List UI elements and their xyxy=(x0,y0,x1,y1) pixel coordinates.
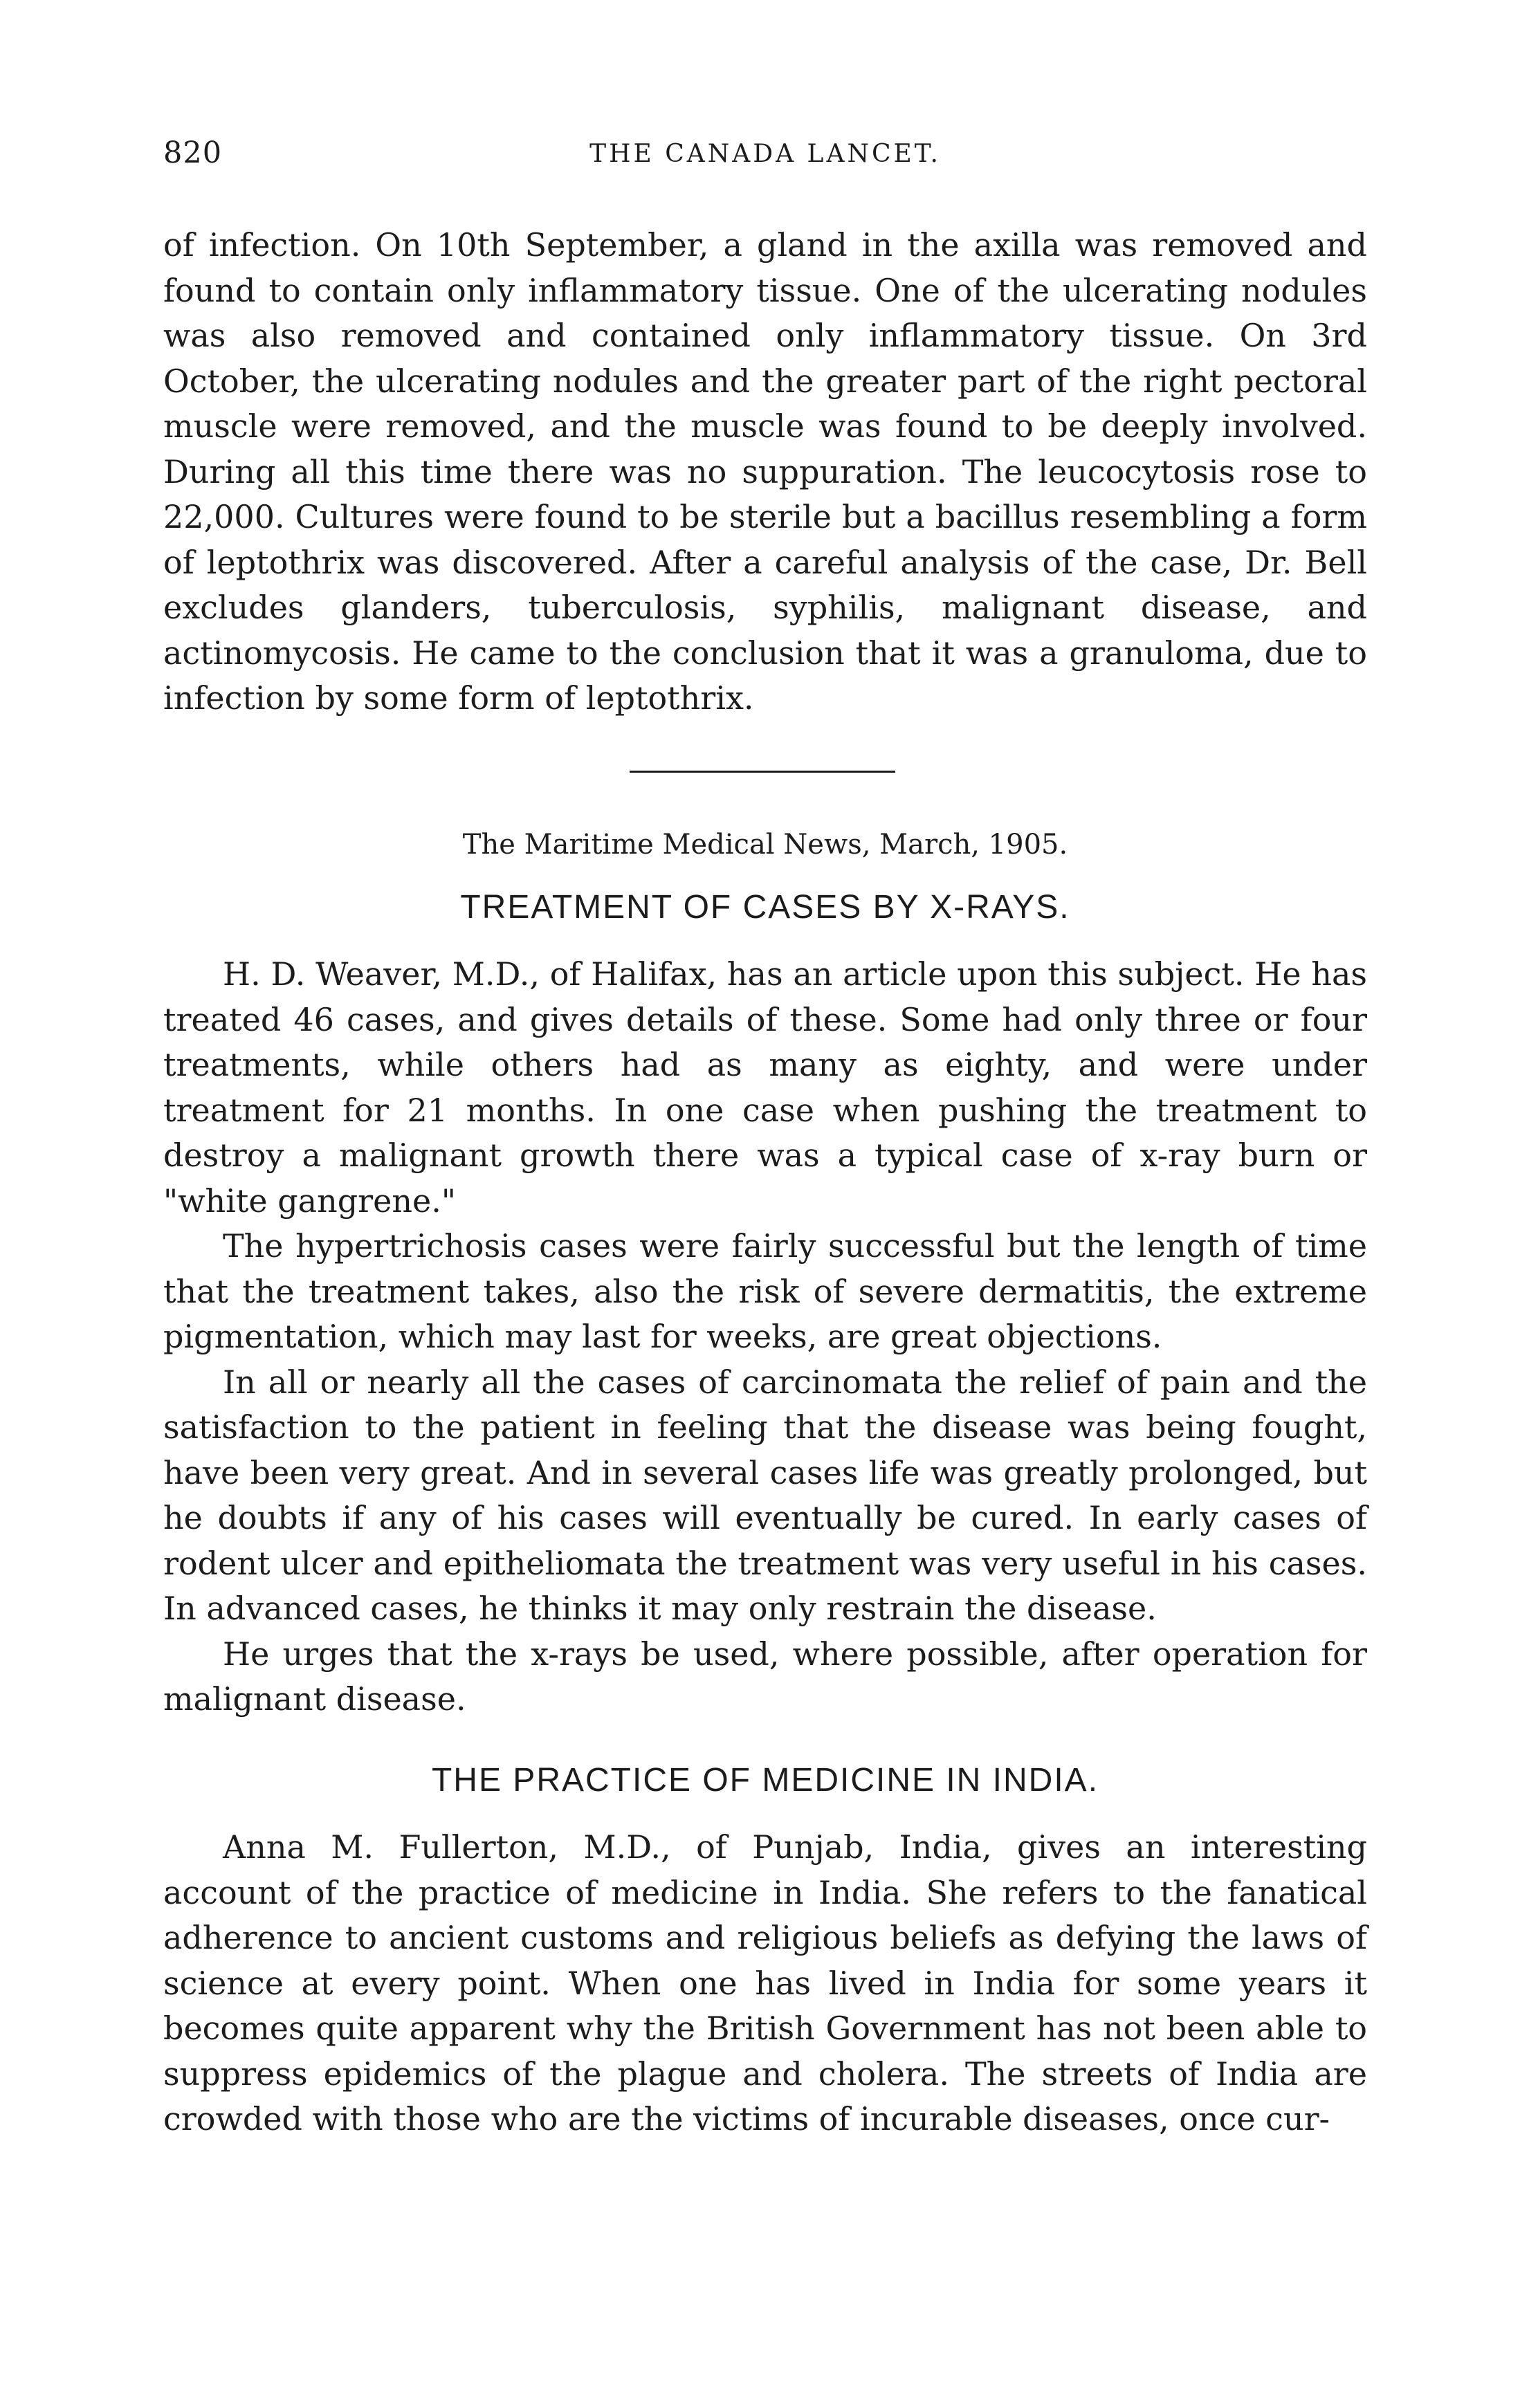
india-paragraph-1: Anna M. Fullerton, M.D., of Punjab, India, gives an interesting account of the practice of medicine in India. She refers to the fanatical adherence to ancient customs and religious beliefs as defying the laws of science at every point. When one has lived in India for some years it becomes quite apparent why the British Government has not been able to suppress epidemics of the plague and cholera. The streets of India are crowded with those who are the victims of incurable diseases, once cur- xyxy=(163,1828,1367,2138)
page-header xyxy=(163,136,1367,177)
page-number: 820 xyxy=(163,136,223,170)
running-head: THE CANADA LANCET. xyxy=(589,140,941,168)
xray-paragraph-2: The hypertrichosis cases were fairly successful but the length of time that the treatment takes, also the risk of severe dermatitis, the extreme pigmentation, which may last for weeks, are great objections. xyxy=(163,1227,1367,1355)
continuation-block xyxy=(163,223,1367,722)
xray-article-body xyxy=(163,952,1367,1722)
xray-paragraph-4: He urges that the x-rays be used, where possible, after operation for malignant disease. xyxy=(163,1635,1367,1718)
article-title-india: THE PRACTICE OF MEDICINE IN INDIA. xyxy=(431,1762,1099,1799)
continuation-paragraph: of infection. On 10th September, a gland in the axilla was removed and found to contain only inflammatory tissue. One of the ulcerating nodules was also removed and contained only inflammatory tissue. On 3rd October, the ulcerating nodules and the greater part of the right pectoral muscle were removed, and the muscle was found to be deeply involved. During all this time there was no suppuration. The leucocytosis rose to 22,000. Cultures were found to be sterile but a bacillus resembling a form of leptothrix was discovered. After a careful analysis of the case, Dr. Bell excludes glanders, tuberculosis, syphilis, malignant disease, and actinomycosis. He came to the conclusion that it was a granuloma, due to infection by some form of leptothrix. xyxy=(163,226,1367,717)
india-article-body xyxy=(163,1825,1367,2142)
xray-paragraph-3: In all or nearly all the cases of carcinomata the relief of pain and the satisfaction to the patient in feeling that the disease was being fought, have been very great. And in several cases life was greatly prolonged, but he doubts if any of his cases will eventually be cured. In early cases of rodent ulcer and epitheliomata the treatment was very useful in his cases. In advanced cases, he thinks it may only restrain the disease. xyxy=(163,1363,1367,1627)
article-source: The Maritime Medical News, March, 1905. xyxy=(462,829,1068,861)
xray-paragraph-1: H. D. Weaver, M.D., of Halifax, has an article upon this subject. He has treated 46 cases, and gives details of these. Some had only three or four treatments, while others had as many as eighty, and were under treatment for 21 months. In one case when pushing the treatment to destroy a malignant growth there was a typical case of x-ray burn or "white gangrene." xyxy=(163,955,1367,1220)
article-title-xray: TREATMENT OF CASES BY X-RAYS. xyxy=(460,889,1070,926)
section-divider xyxy=(630,771,895,773)
